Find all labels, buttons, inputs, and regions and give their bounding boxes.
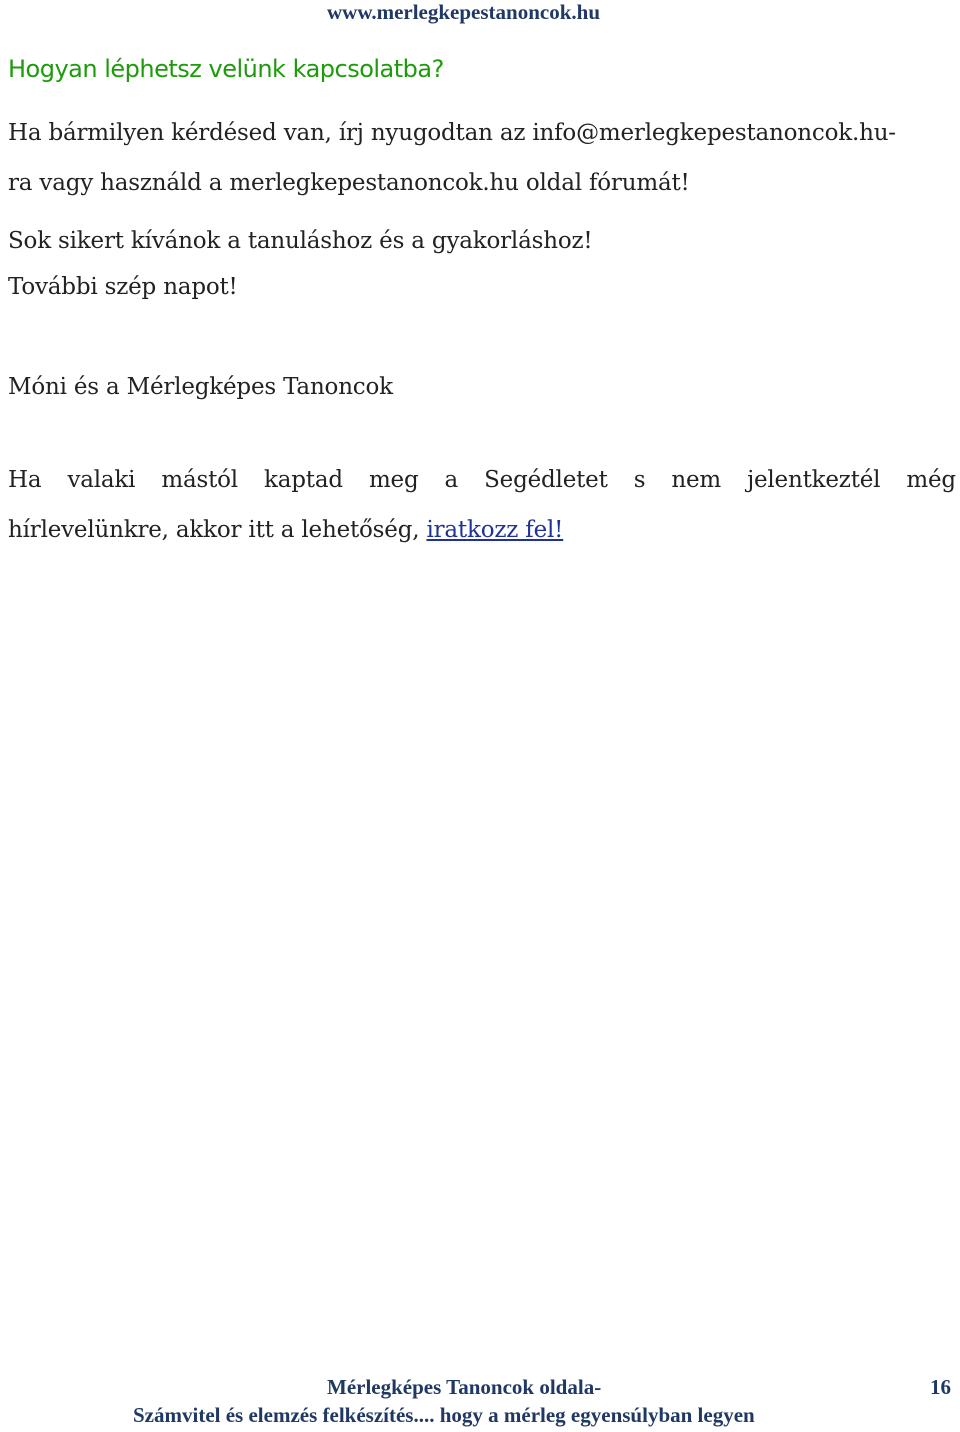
newsletter-word: jelentkeztél bbox=[747, 467, 881, 493]
newsletter-word: még bbox=[906, 467, 956, 493]
newsletter-word: valaki bbox=[67, 467, 136, 493]
subscribe-link[interactable]: iratkozz fel! bbox=[426, 517, 564, 543]
newsletter-paragraph bbox=[8, 455, 956, 555]
contact-line-1: Ha bármilyen kérdésed van, írj nyugodtan az info@merlegkepestanoncok.hu- bbox=[8, 120, 896, 146]
wish-text: Sok sikert kívánok a tanuláshoz és a gyakorláshoz! bbox=[8, 228, 593, 254]
newsletter-word: a bbox=[444, 467, 459, 493]
contact-paragraph bbox=[8, 108, 948, 208]
signature-text: Móni és a Mérlegképes Tanoncok bbox=[8, 374, 393, 400]
page-number: 16 bbox=[930, 1375, 951, 1399]
newsletter-line-2-wrap bbox=[8, 505, 956, 555]
newsletter-word: Ha bbox=[8, 467, 42, 493]
newsletter-word: s bbox=[633, 467, 646, 493]
newsletter-word: Segédletet bbox=[484, 467, 608, 493]
footer-subtitle: Számvitel és elemzés felkészítés.... hogy a mérleg egyensúlyban legyen bbox=[133, 1403, 755, 1427]
newsletter-word: mástól bbox=[161, 467, 238, 493]
section-heading: Hogyan léphetsz velünk kapcsolatba? bbox=[8, 55, 444, 83]
newsletter-word: meg bbox=[368, 467, 419, 493]
footer-title: Mérlegképes Tanoncok oldala- bbox=[327, 1375, 602, 1399]
contact-line-2: ra vagy használd a merlegkepestanoncok.hu oldal fórumát! bbox=[8, 170, 690, 196]
newsletter-line-1 bbox=[8, 455, 956, 505]
newsletter-word: nem bbox=[671, 467, 721, 493]
newsletter-line-2: hírlevelünkre, akkor itt a lehetőség, bbox=[8, 517, 427, 543]
newsletter-word: kaptad bbox=[264, 467, 343, 493]
header-url: www.merlegkepestanoncok.hu bbox=[327, 0, 601, 24]
greeting-text: További szép napot! bbox=[8, 274, 238, 300]
